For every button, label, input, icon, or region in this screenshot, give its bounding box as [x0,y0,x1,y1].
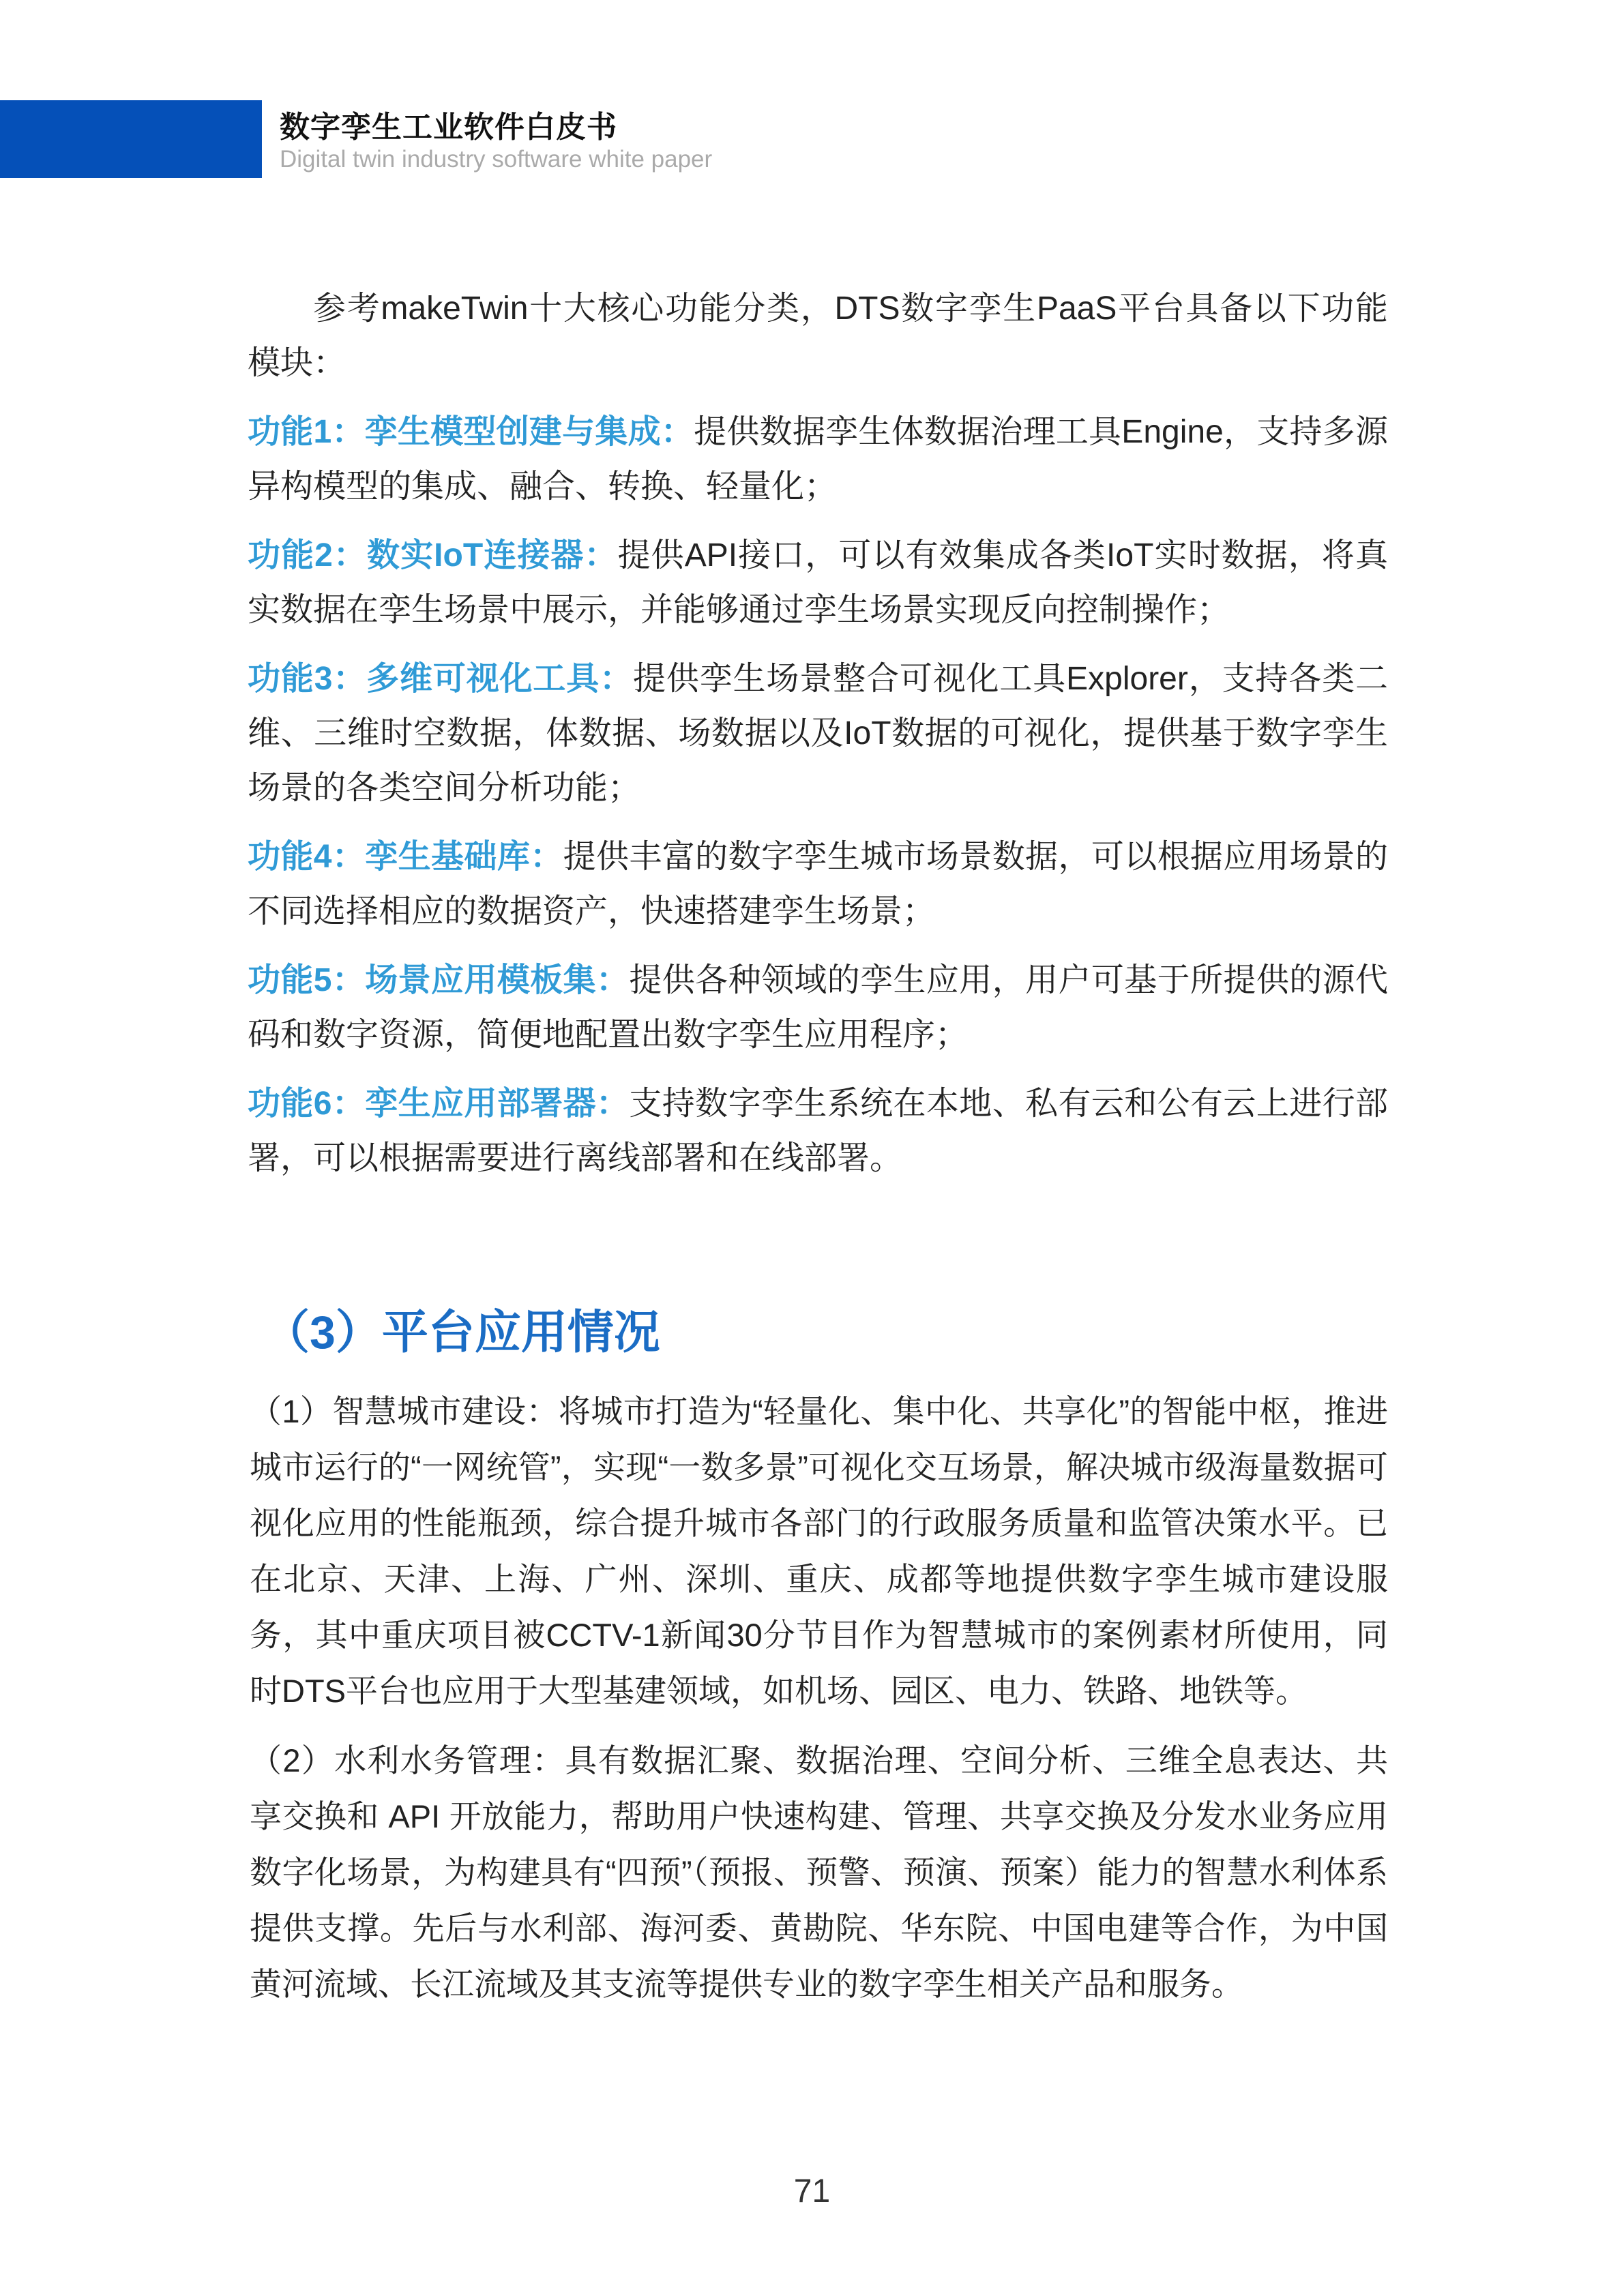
function-4 [248,830,1388,939]
section-paragraph-2: （2）水利水务管理：具有数据汇聚、数据治理、空间分析、三维全息表达、共享交换和 API 开放能力，帮助用户快速构建、管理、共享交换及分发水业务应用数字化场景，为构建具有“四预”（预报、预警、预演、预案）能力的智慧水利体系提供支撑。先后与水利部、海河委、黄勘院、华东院、中国电建等合作，为中国黄河流域、长江流域及其支流等提供专业的数字孪生相关产品和服务。 [250,1742,1388,2002]
header-subtitle: Digital twin industry software white paper [280,146,713,173]
function-2 [248,528,1388,638]
header-title: 数字孪生工业软件白皮书 [280,110,617,144]
function-text: 支持数字孪生系统在本地、私有云和公有云上进行部署，可以根据需要进行离线部署和在线部署。 [248,1086,1388,1176]
function-label: 功能4：孪生基础库： [248,839,563,875]
page-header [0,0,1624,282]
section-paragraph-1: （1）智慧城市建设：将城市打造为“轻量化、集中化、共享化”的智能中枢，推进城市运行的“一网统管”，实现“一数多景”可视化交互场景，解决城市级海量数据可视化应用的性能瓶颈，综合提升城市各部门的行政服务质量和监管决策水平。已在北京、天津、上海、广州、深圳、重庆、成都等地提供数字孪生城市建设服务，其中重庆项目被CCTV-1新闻30分节目作为智慧城市的案例素材所使用，同时DTS平台也应用于大型基建领域，如机场、园区、电力、铁路、地铁等。 [250,1393,1388,1709]
function-text: 提供孪生场景整合可视化工具Explorer，支持各类二维、三维时空数据，体数据、场数据以及IoT数据的可视化，提供基于数字孪生场景的各类空间分析功能； [248,661,1388,806]
function-3 [248,652,1388,816]
function-text: 提供数据孪生体数据治理工具Engine，支持多源异构模型的集成、融合、转换、轻量化； [248,414,1388,505]
function-text: 提供各种领域的孪生应用，用户可基于所提供的源代码和数字资源，简便地配置出数字孪生应用程序； [248,962,1388,1053]
function-text: 提供丰富的数字孪生城市场景数据，可以根据应用场景的不同选择相应的数据资产，快速搭建孪生场景； [248,839,1388,929]
function-text: 提供API接口，可以有效集成各类IoT实时数据，将真实数据在孪生场景中展示，并能够通过孪生场景实现反向控制操作； [248,537,1388,628]
section-heading: （3）平台应用情况 [263,1307,660,1358]
header-accent-bar [0,100,262,178]
page-number: 71 [793,2173,831,2209]
intro-paragraph: 参考makeTwin十大核心功能分类，DTS数字孪生PaaS平台具备以下功能模块： [248,290,1388,381]
function-6 [248,1077,1388,1186]
function-label: 功能5：场景应用模板集： [248,962,630,998]
function-label: 功能3：多维可视化工具： [248,661,633,697]
function-label: 功能6：孪生应用部署器： [248,1086,630,1122]
page-content [248,282,1388,2108]
function-1 [248,405,1388,514]
function-label: 功能1：孪生模型创建与集成： [248,414,694,450]
function-label: 功能2：数实IoT连接器： [248,537,618,573]
function-5 [248,953,1388,1062]
